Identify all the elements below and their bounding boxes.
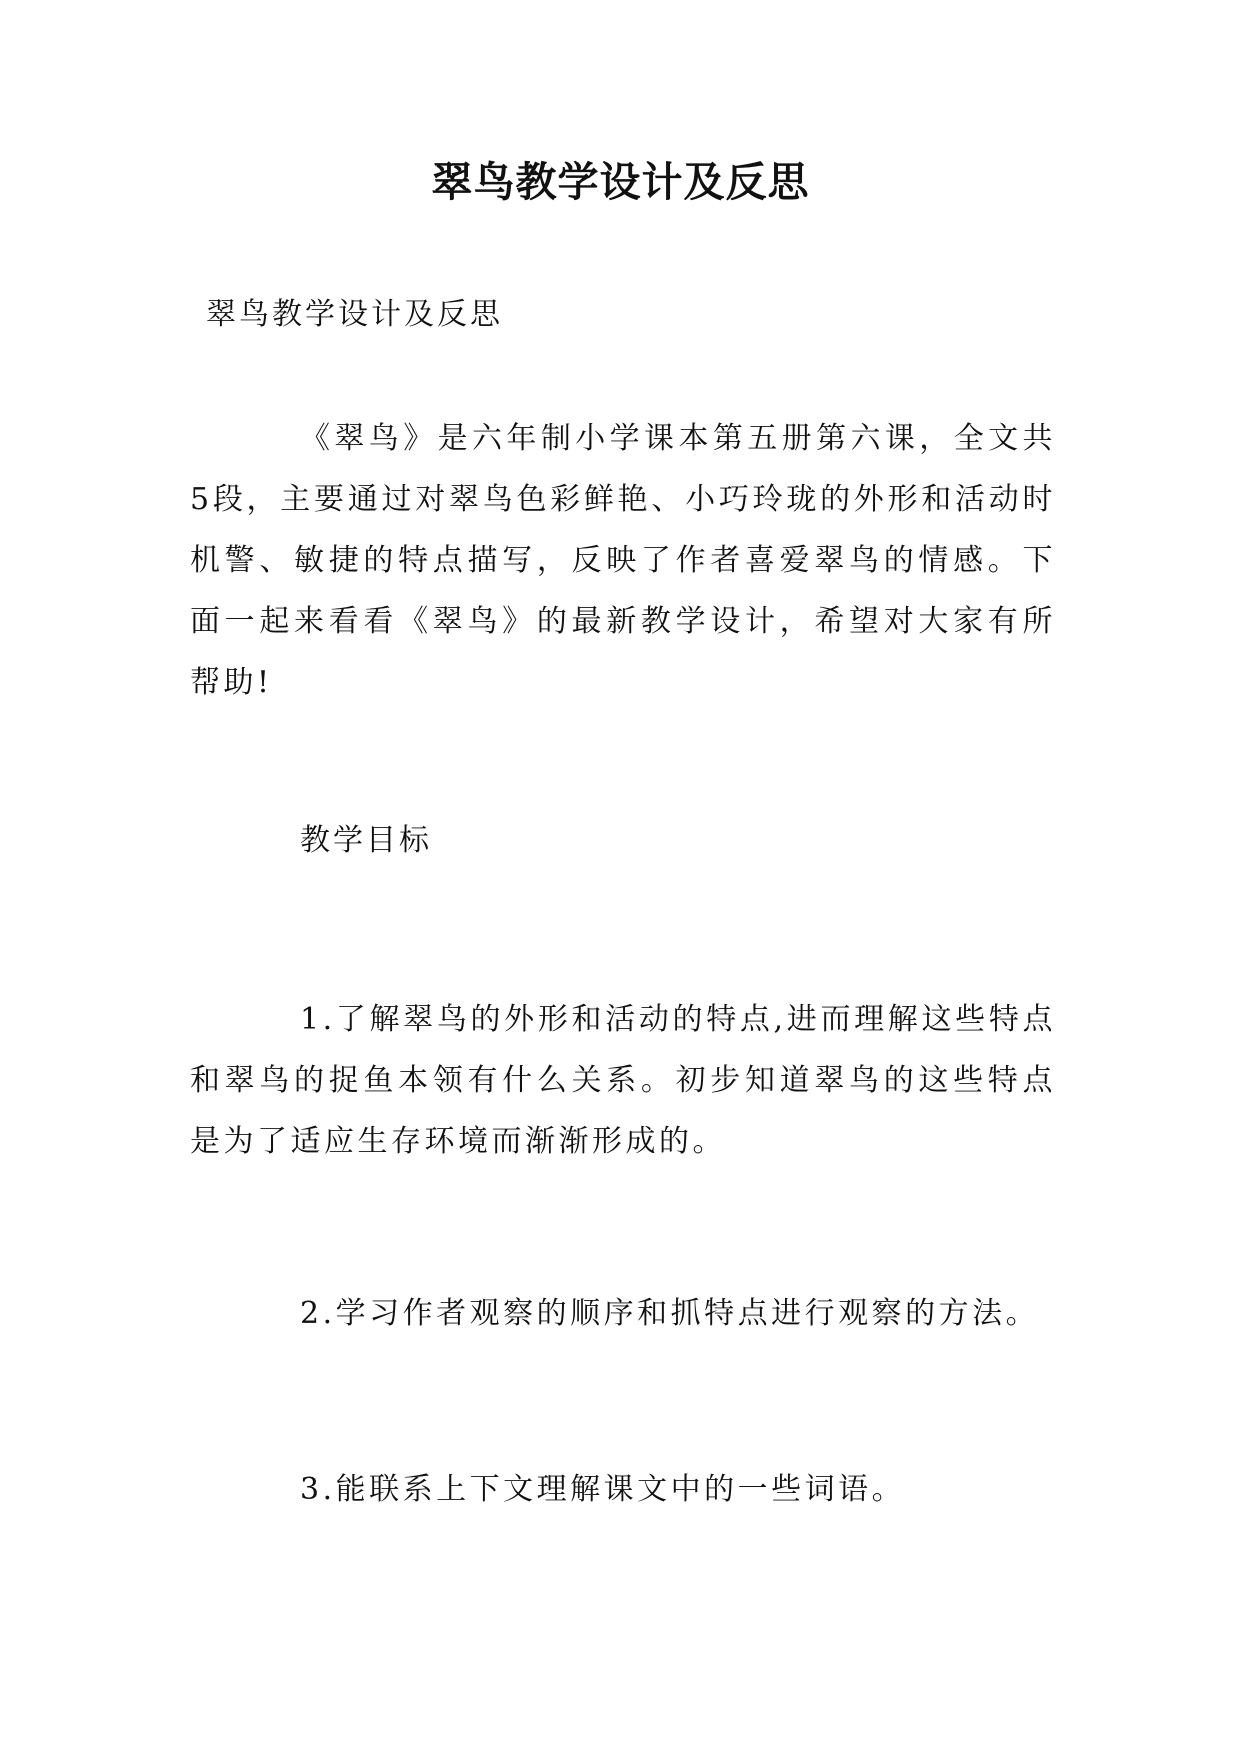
document-subtitle: 翠鸟教学设计及反思 <box>206 297 503 332</box>
objective-item-2: 2.学习作者观察的顺序和抓特点进行观察的方法。 <box>300 1296 1040 1331</box>
objective-item-1: 1.了解翠鸟的外形和活动的特点,进而理解这些特点和翠鸟的捉鱼本领有什么关系。初步知道翠鸟的这些特点是为了适应生存环境而渐渐形成的。 <box>190 1002 1056 1159</box>
intro-paragraph: 《翠鸟》是六年制小学课本第五册第六课，全文共5段，主要通过对翠鸟色彩鲜艳、小巧玲珑的外形和活动时机警、敏捷的特点描写，反映了作者喜爱翠鸟的情感。下面一起来看看《翠鸟》的最新教学设计，希望对大家有所帮助! <box>190 421 1056 700</box>
document-title: 翠鸟教学设计及反思 <box>431 158 810 206</box>
section-heading-teaching-goals: 教学目标 <box>300 823 432 858</box>
objective-item-3: 3.能联系上下文理解课文中的一些词语。 <box>300 1472 906 1507</box>
